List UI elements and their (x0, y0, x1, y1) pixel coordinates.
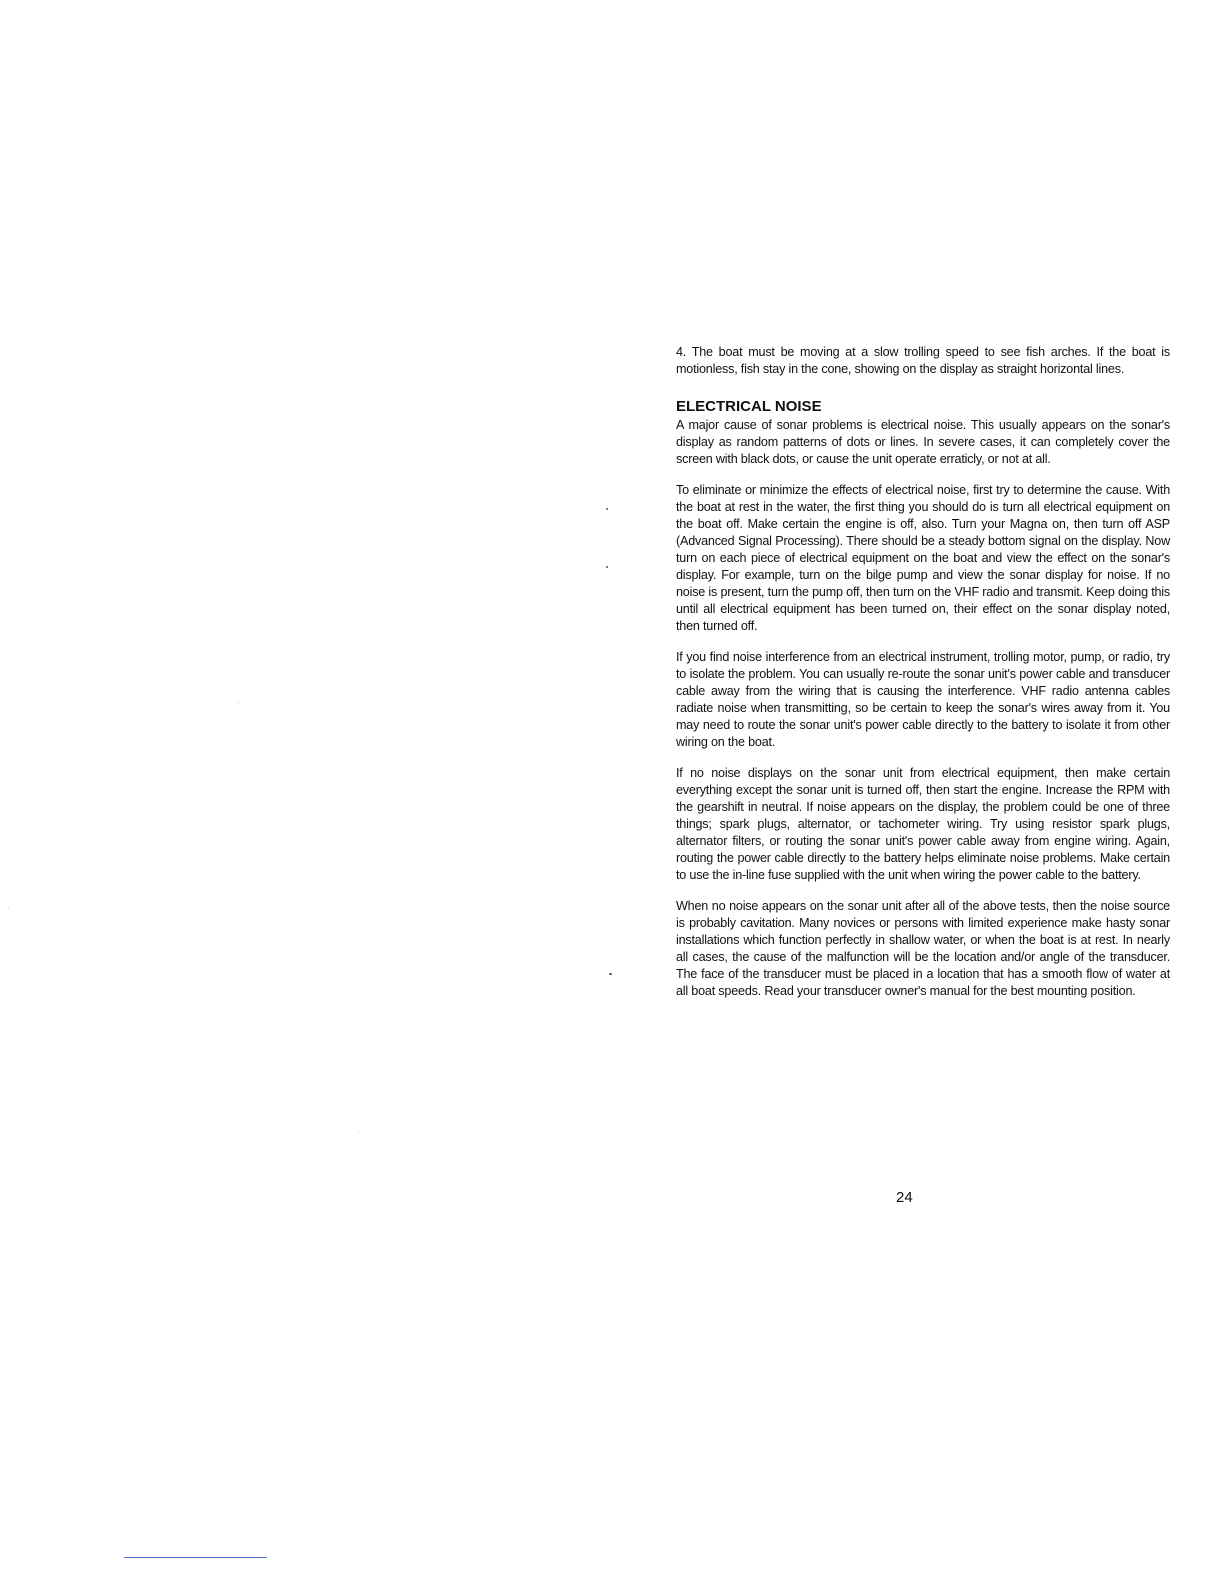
scan-speck (606, 508, 608, 510)
section-heading: ELECTRICAL NOISE (676, 398, 822, 415)
scan-speck (8, 908, 9, 909)
paragraph-eliminate: To eliminate or minimize the effects of electrical noise, first try to determine the cause. With the boat at rest in the water, the first thing you should do is turn all electrical equipment on the boat off. Make certain the engine is off, also. Turn your Magna on, then turn off ASP (Advanced Signal Processing). There should be a steady bottom signal on the display. Now turn on each piece of electrical equipment on the boat and view the effect on the sonar's display. For example, turn on the bilge pump and view the sonar display for noise. If no noise is present, turn the pump off, then turn on the VHF radio and transmit. Keep doing this until all electrical equipment has been turned on, their effect on the sonar display noted, then turned off. (676, 483, 1170, 633)
paragraph-engine-noise: If no noise displays on the sonar unit from electrical equipment, then make certain everything except the sonar unit is turned off, then start the engine. Increase the RPM with the gearshift in neutral. If noise appears on the display, the problem could be one of three things; spark plugs, alternator, or tachometer wiring. Try using resistor spark plugs, alternator filters, or routing the sonar unit's power cable away from engine wiring. Again, routing the power cable directly to the battery helps eliminate noise problems. Make certain to use the in-line fuse supplied with the unit when wiring the power cable to the battery. (676, 766, 1170, 882)
paragraph-cavitation: When no noise appears on the sonar unit after all of the above tests, then the noise source is probably cavitation. Many novices or persons with limited experience make hasty sonar installations which function perfectly in shallow water, or when the boat is at rest. In nearly all cases, the cause of the malfunction will be the location and/or angle of the transducer. The face of the transducer must be placed in a location that has a smooth flow of water at all boat speeds. Read your transducer owner's manual for the best mounting position. (676, 899, 1170, 998)
scan-speck (606, 566, 608, 568)
bottom-rule-line (124, 1557, 267, 1558)
text-column (676, 344, 1170, 1014)
page-number: 24 (896, 1189, 913, 1206)
scan-speck (358, 1132, 359, 1133)
scan-speck (238, 702, 239, 703)
scan-speck (609, 973, 612, 975)
intro-paragraph: 4. The boat must be moving at a slow trolling speed to see fish arches. If the boat is motionless, fish stay in the cone, showing on the display as straight horizontal lines. (676, 345, 1170, 376)
paragraph-cause: A major cause of sonar problems is electrical noise. This usually appears on the sonar's display as random patterns of dots or lines. In severe cases, it can completely cover the screen with black dots, or cause the unit operate erraticly, or not at all. (676, 418, 1170, 466)
paragraph-interference: If you find noise interference from an electrical instrument, trolling motor, pump, or radio, try to isolate the problem. You can usually re-route the sonar unit's power cable and transducer cable away from the wiring that is causing the interference. VHF radio antenna cables radiate noise when transmitting, so be certain to keep the sonar's wires away from it. You may need to route the sonar unit's power cable directly to the battery to isolate it from other wiring on the boat. (676, 650, 1170, 749)
